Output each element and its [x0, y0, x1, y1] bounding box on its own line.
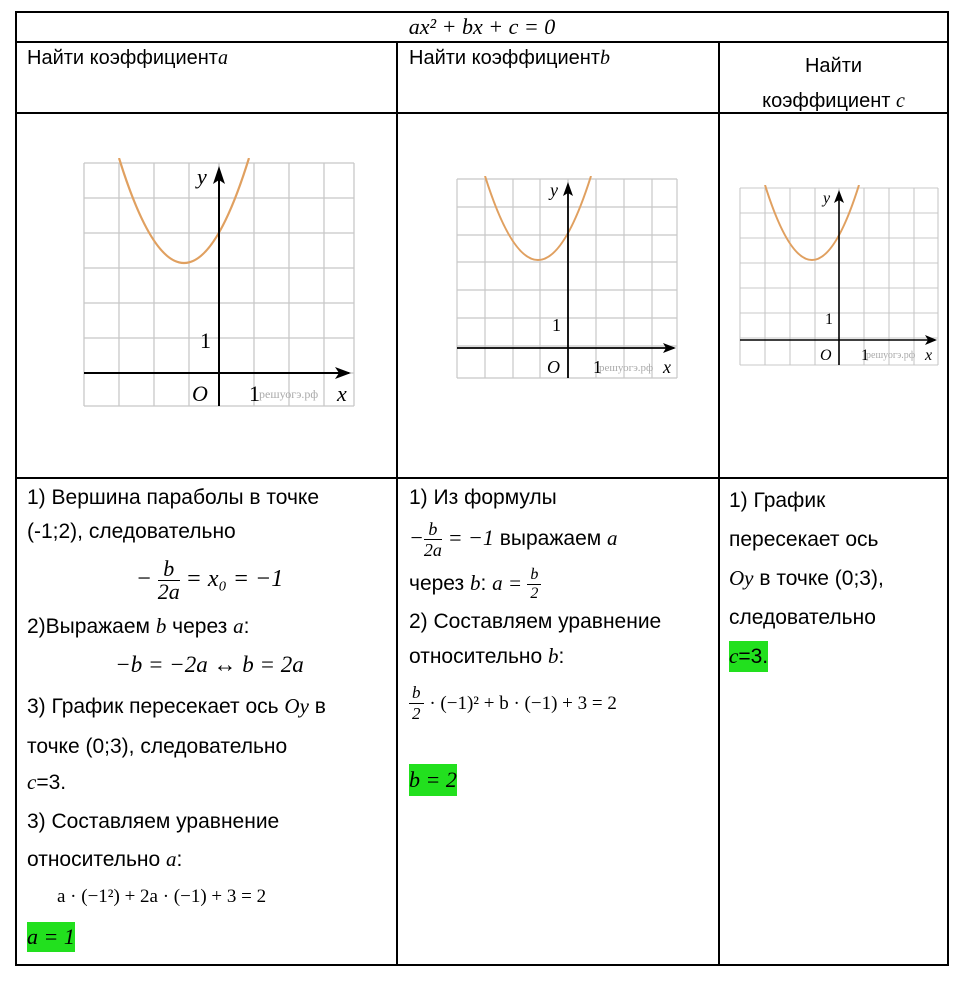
unit-label-x-c: 1 — [861, 347, 869, 364]
parabola-curve-a — [119, 158, 249, 263]
step1-line1-b: 1) Из формулы — [409, 486, 557, 509]
watermark-a: решуогэ.рф — [259, 387, 319, 401]
step3-line2-a: точке (0;3), следовательно — [27, 735, 288, 758]
x-axis-label-c: x — [925, 347, 933, 364]
parabola-curve-b — [485, 176, 591, 260]
step4-line1-a: 3) Составляем уравнение — [27, 810, 280, 833]
step2-line2-b: относительно b: — [409, 644, 565, 668]
origin-label-b: O — [547, 357, 560, 377]
unit-label-y-b: 1 — [552, 315, 561, 335]
y-axis-label-b: y — [550, 180, 558, 200]
parabola-graph-a — [79, 158, 357, 410]
vertex-formula-a: − $\frac{b}{2a}$ = x₀ = −1 — [135, 555, 284, 604]
x-axis-label-a: x — [337, 381, 347, 406]
answer-b: b = 2 — [409, 764, 457, 796]
parabola-graph-c — [737, 185, 941, 367]
column-divider-2 — [718, 41, 720, 966]
formula-line-b: − $\frac{b}{2a}$ = −1 выражаем a — [409, 518, 618, 560]
header-find-c: Найти коэффициент c — [762, 55, 905, 112]
solution-column-c — [729, 481, 944, 676]
unit-label-x-a: 1 — [249, 381, 260, 406]
step1-line1-a: 1) Вершина параболы в точке — [27, 486, 320, 509]
answer-a: a = 1 — [27, 922, 75, 952]
watermark-c: решуогэ.рф — [866, 350, 916, 361]
header-find-a: Найти коэффициентa — [27, 47, 228, 69]
solution-table — [15, 11, 949, 966]
unit-label-y-c: 1 — [825, 311, 833, 328]
step1-line4-c: следовательно — [729, 606, 876, 629]
title-divider — [17, 41, 947, 43]
answer-c: c=3. — [729, 641, 768, 672]
equation-a: a · (−1²) + 2a · (−1) + 3 = 2 — [57, 886, 267, 907]
step1-line2-a: (-1;2), следовательно — [27, 520, 236, 543]
step3-line1-a: 3) График пересекает ось Oy в — [27, 694, 326, 718]
header-find-b: Найти коэффициентb — [409, 47, 610, 69]
y-axis-label-c: y — [823, 190, 831, 207]
graph-divider — [17, 477, 947, 479]
solution-column-a — [27, 481, 392, 955]
parabola-graph-b — [454, 176, 680, 380]
step1-line3-c: Oy в точке (0;3), — [729, 566, 884, 590]
origin-label-a: O — [192, 381, 208, 406]
equation-b: $\frac{b}{2}$ · (−1)² + b · (−1) + 3 = 2 — [409, 674, 714, 732]
unit-label-y-a: 1 — [200, 328, 211, 353]
unit-label-x-b: 1 — [593, 357, 602, 377]
b-formula-a: −b = −2a ↔ b = 2a — [115, 652, 304, 677]
equation-title: ax² + bx + c = 0 — [408, 14, 556, 39]
step1-line3-b: через b: a = $\frac{b}{2}$ — [409, 561, 714, 605]
step2-line1-b: 2) Составляем уравнение — [409, 610, 662, 633]
column-divider-1 — [396, 41, 398, 966]
x-axis-label-b: x — [663, 357, 671, 377]
step1-line2-c: пересекает ось — [729, 528, 879, 551]
solution-column-b — [409, 481, 714, 798]
step3-line3-a: c=3. — [27, 770, 67, 794]
step2-a: 2)Выражаем b через a: — [27, 614, 250, 638]
watermark-b: решуогэ.рф — [599, 362, 654, 374]
step4-line2-a: относительно a: — [27, 847, 183, 871]
origin-label-c: O — [820, 347, 832, 364]
parabola-curve-c — [765, 185, 859, 260]
step1-line1-c: 1) График — [729, 489, 826, 512]
y-axis-label-a: y — [197, 164, 207, 189]
